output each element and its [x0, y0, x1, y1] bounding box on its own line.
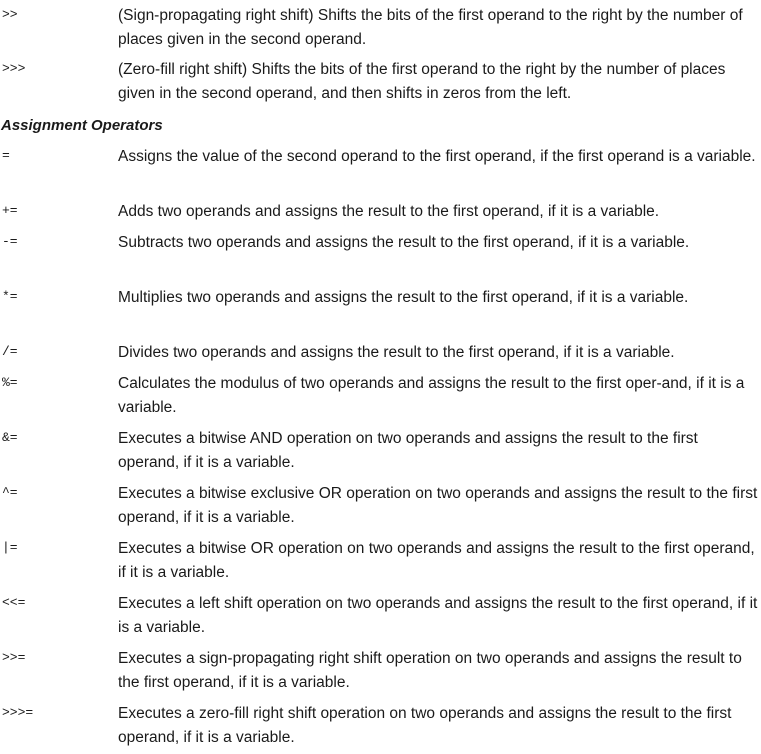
operator-symbol: &= — [2, 430, 18, 445]
operator-symbol: ^= — [2, 485, 18, 500]
operator-symbol: -= — [2, 234, 18, 249]
section-heading: Assignment Operators — [1, 117, 163, 134]
operator-symbol: *= — [2, 289, 18, 304]
operator-description: Multiplies two operands and assigns the result to the first operand, if it is a variable. — [118, 289, 689, 306]
operator-symbol: += — [2, 203, 18, 218]
operator-description: (Sign-propagating right shift) Shifts the bits of the first operand to the right by the number of places given in the second operand. — [118, 7, 743, 48]
operator-symbol: >>= — [2, 650, 26, 665]
operator-symbol: |= — [2, 540, 18, 555]
operator-description: Executes a zero-fill right shift operation on two operands and assigns the result to the first operand, if it is a variable. — [118, 705, 732, 746]
operator-description: (Zero-fill right shift) Shifts the bits of the first operand to the right by the number of places given in the second operand, and then shifts in zeros from the left. — [118, 61, 726, 102]
operator-description: Divides two operands and assigns the result to the first operand, if it is a variable. — [118, 344, 675, 361]
operator-description: Executes a bitwise exclusive OR operation on two operands and assigns the result to the first operand, if it is a variable. — [118, 485, 758, 526]
operator-symbol: >> — [2, 7, 18, 22]
operator-symbol: >>>= — [2, 705, 34, 720]
operator-symbol: <<= — [2, 595, 26, 610]
operator-description: Calculates the modulus of two operands and assigns the result to the first oper-and, if it is a variable. — [118, 375, 745, 416]
operator-description: Executes a left shift operation on two operands and assigns the result to the first operand, if it is a variable. — [118, 595, 758, 636]
operator-description: Assigns the value of the second operand to the first operand, if the first operand is a variable. — [118, 148, 756, 165]
operator-description: Executes a sign-propagating right shift operation on two operands and assigns the result to the first operand, if it is a variable. — [118, 650, 742, 691]
operator-description: Executes a bitwise OR operation on two operands and assigns the result to the first operand, if it is a variable. — [118, 540, 755, 581]
operator-symbol: >>> — [2, 61, 26, 76]
operator-description: Adds two operands and assigns the result to the first operand, if it is a variable. — [118, 203, 660, 220]
operator-description: Executes a bitwise AND operation on two operands and assigns the result to the first operand, if it is a variable. — [118, 430, 698, 471]
operator-symbol: = — [2, 148, 10, 163]
operator-symbol: %= — [2, 375, 18, 390]
operator-description: Subtracts two operands and assigns the result to the first operand, if it is a variable. — [118, 234, 690, 251]
operator-symbol: /= — [2, 344, 18, 359]
